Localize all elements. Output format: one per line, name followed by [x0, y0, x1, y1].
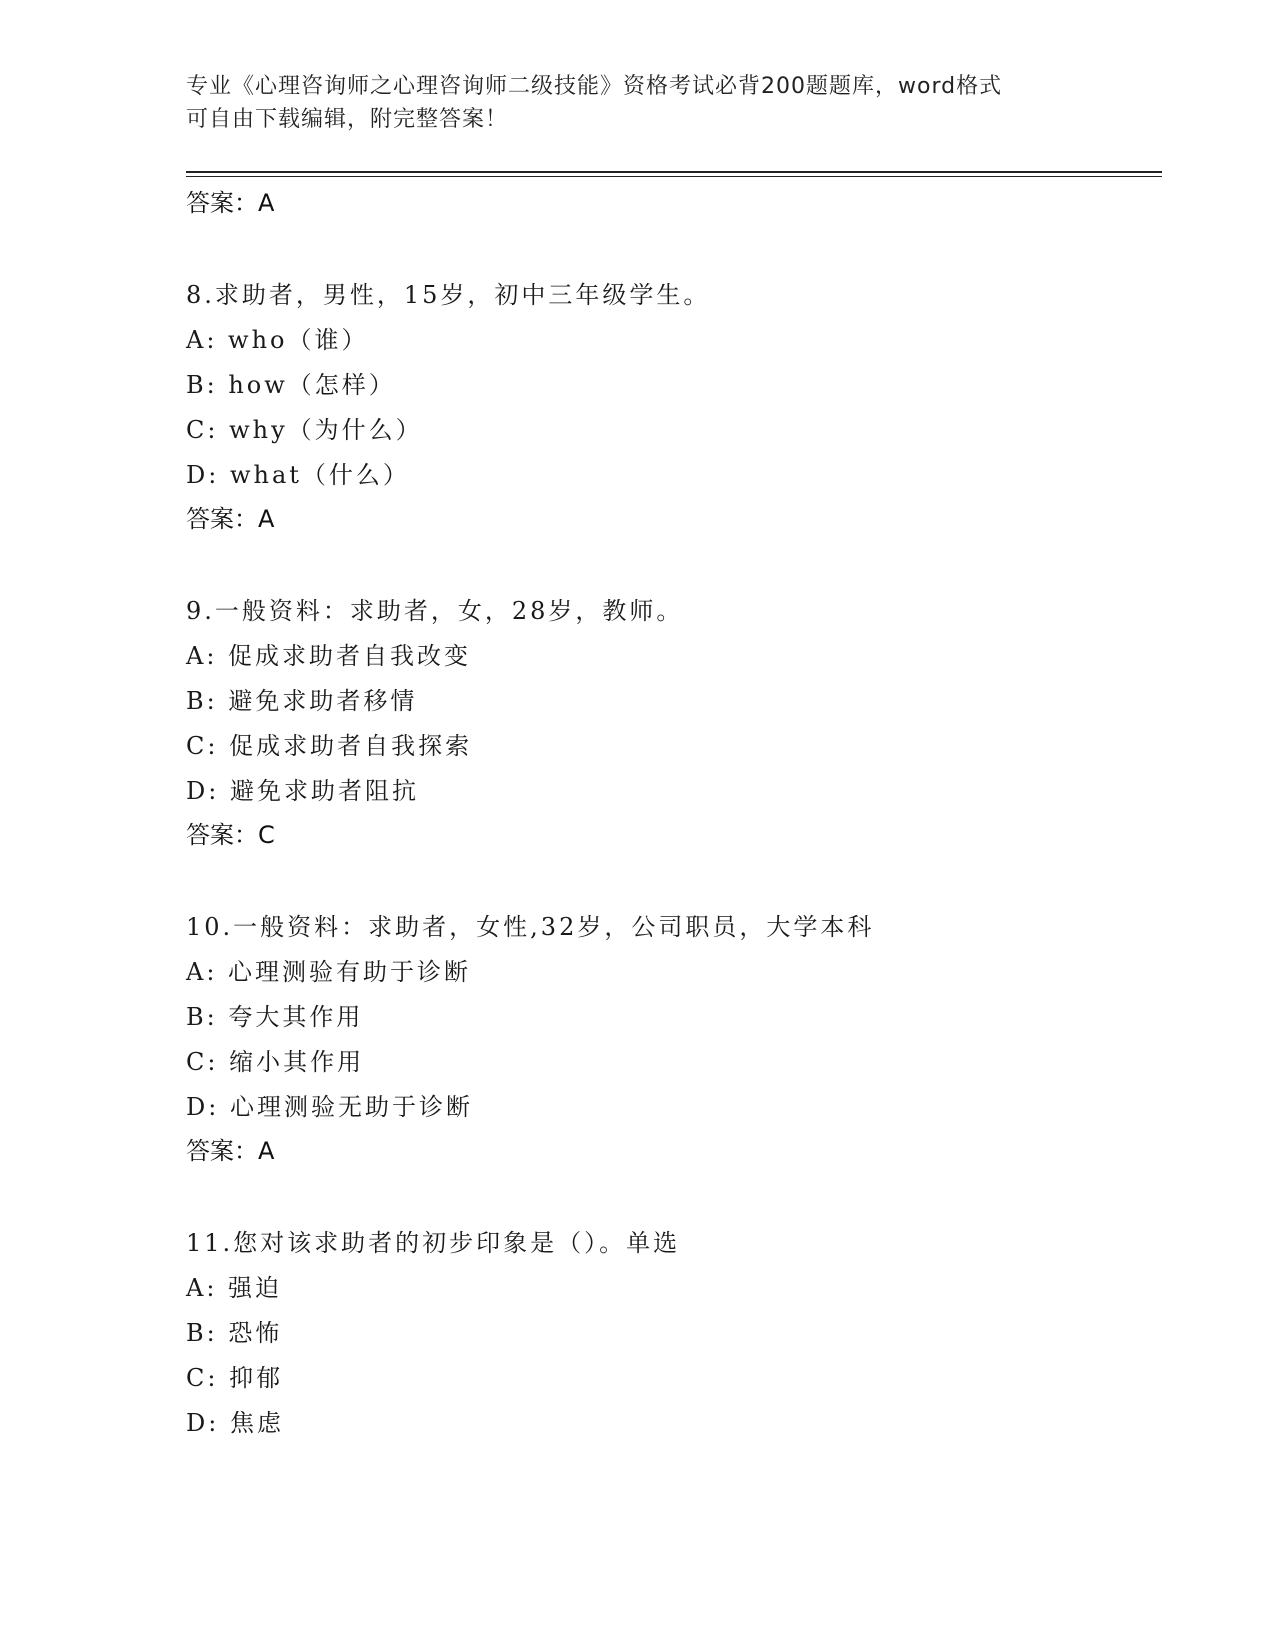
- option-c: C: 抑郁: [186, 1364, 284, 1392]
- question-stem: 11.您对该求助者的初步印象是（）。单选: [186, 1229, 681, 1257]
- option-d: D: 心理测验无助于诊断: [186, 1093, 473, 1121]
- document-header: [186, 70, 1162, 136]
- question-9: [186, 596, 1162, 850]
- answer-label: 答案：A: [186, 189, 275, 217]
- option-b: B: 避免求助者移情: [186, 687, 418, 715]
- question-stem: 8.求助者，男性，15岁，初中三年级学生。: [186, 281, 711, 309]
- option-c: C: 缩小其作用: [186, 1048, 365, 1076]
- option-d: D: 避免求助者阻抗: [186, 777, 419, 805]
- answer-label: 答案：A: [186, 505, 275, 533]
- question-10: [186, 912, 1162, 1166]
- option-c: C: why（为什么）: [186, 416, 423, 444]
- answer-label: 答案：A: [186, 1137, 275, 1165]
- document-page: [186, 70, 1162, 1438]
- answer-label: 答案：C: [186, 821, 275, 849]
- question-11: [186, 1228, 1162, 1438]
- option-b: B: 恐怖: [186, 1319, 283, 1347]
- option-a: A: 强迫: [186, 1274, 283, 1302]
- header-line-2: 可自由下载编辑，附完整答案！: [186, 107, 509, 132]
- option-a: A: who（谁）: [186, 326, 369, 354]
- option-a: A: 心理测验有助于诊断: [186, 958, 472, 986]
- option-a: A: 促成求助者自我改变: [186, 642, 472, 670]
- option-b: B: 夸大其作用: [186, 1003, 364, 1031]
- header-divider: [186, 171, 1162, 177]
- question-8: [186, 280, 1162, 534]
- option-d: D: what（什么）: [186, 461, 410, 489]
- header-line-1: 专业《心理咨询师之心理咨询师二级技能》资格考试必背200题题库，word格式: [186, 74, 1003, 99]
- option-d: D: 焦虑: [186, 1409, 284, 1437]
- option-b: B: how（怎样）: [186, 371, 396, 399]
- question-stem: 9.一般资料：求助者，女，28岁，教师。: [186, 597, 684, 625]
- option-c: C: 促成求助者自我探索: [186, 732, 473, 760]
- question-stem: 10.一般资料：求助者，女性,32岁，公司职员，大学本科: [186, 913, 875, 941]
